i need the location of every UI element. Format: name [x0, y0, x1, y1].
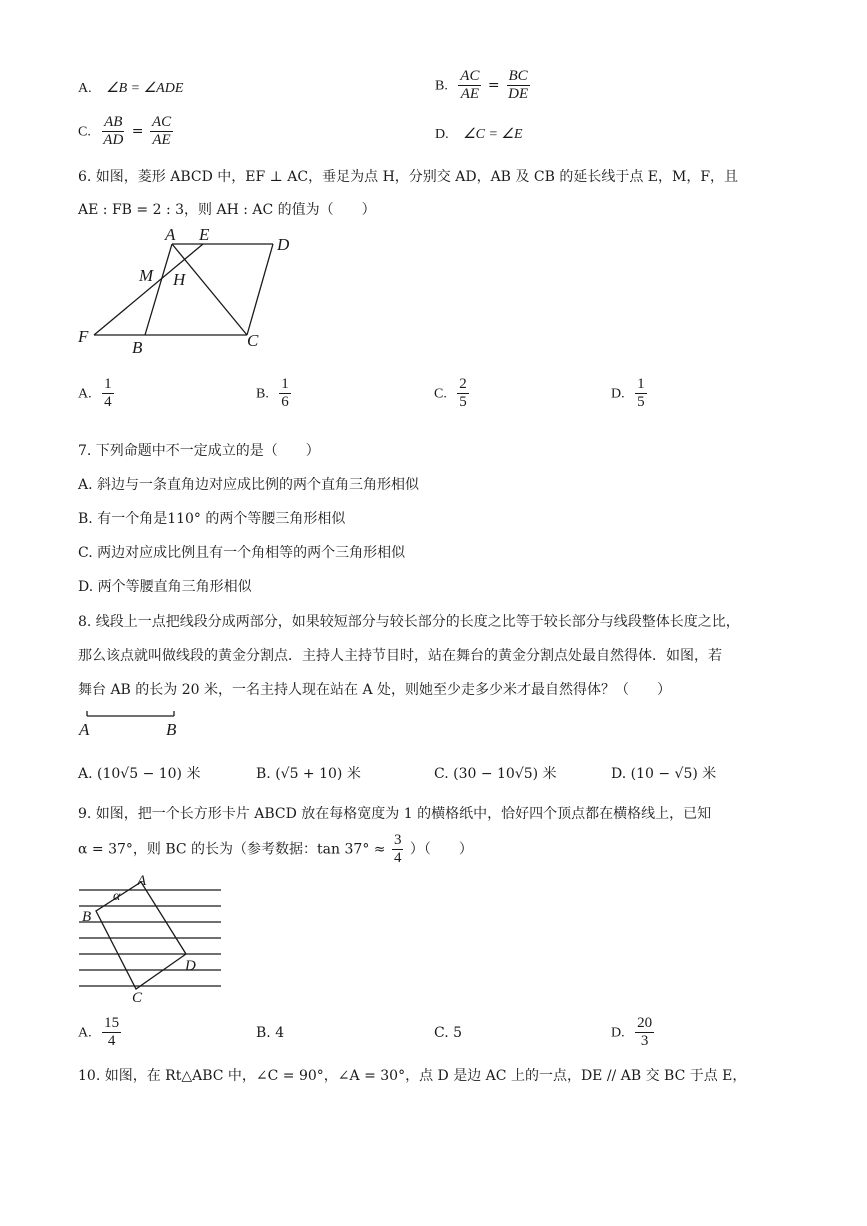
q6-label-m: M — [139, 266, 154, 285]
q9-stem-line1: 9. 如图，把一个长方形卡片 ABCD 放在每格宽度为 1 的横格纸中，恰好四个顶点都在横格线上，已知 — [78, 806, 712, 822]
q9-label-a: A — [137, 874, 147, 889]
q9-option-c: C. 5 — [434, 1025, 463, 1041]
q8-segment-figure — [76, 706, 186, 740]
q8-option-b: B. (√5 + 10) 米 — [256, 766, 361, 782]
q9-label-b: B — [82, 909, 92, 925]
q6-stem-line1: 6. 如图，菱形 ABCD 中，EF ⊥ AC，垂足为点 H，分别交 AD，AB 及 CB 的延长线于点 E，M，F，且 — [78, 169, 739, 185]
q6-label-f: F — [78, 327, 89, 346]
q6-label-b: B — [132, 338, 143, 357]
q9-rectangle-abcd — [96, 882, 186, 989]
q9-option-a: A. $\frac{15}{4}$ — [78, 1015, 120, 1049]
q7-option-d: D. 两个等腰直角三角形相似 — [78, 579, 252, 595]
q8-label-a: A — [79, 720, 90, 739]
q9-label-c: C — [132, 990, 143, 1006]
q8-stem-line3: 舞台 AB 的长为 20 米，一名主持人现在站在 A 处，则她至少走多少米才最自然得体？（ ） — [78, 682, 672, 698]
q9-label-alpha: α — [113, 889, 121, 904]
q8-stem-line2: 那么该点就叫做线段的黄金分割点．主持人主持节目时，站在舞台的黄金分割点处最自然得体．如图，若 — [78, 648, 722, 664]
q7-option-c: C. 两边对应成比例且有一个角相等的两个三角形相似 — [78, 545, 406, 561]
q5-option-b: B. $\frac{AC}{AE}$ = $\frac{BC}{DE}$ — [435, 68, 529, 102]
q6-label-a: A — [165, 225, 176, 244]
q8-stem-line1: 8. 线段上一点把线段分成两部分，如果较短部分与较长部分的长度之比等于较长部分与线段整体长度之比， — [78, 614, 740, 630]
q8-option-d: D. (10 − √5) 米 — [611, 766, 717, 782]
q5-option-a: A. ∠B = ∠ADE — [78, 81, 184, 96]
q6-label-c: C — [247, 331, 259, 350]
q5-option-c: C. $\frac{AB}{AD}$ = $\frac{AC}{AE}$ — [78, 114, 172, 148]
q6-option-a: A. $\frac{1}{4}$ — [78, 376, 112, 410]
q6-segment-ac — [172, 244, 247, 335]
q6-option-b: B. $\frac{1}{6}$ — [256, 376, 289, 410]
q6-label-h: H — [173, 270, 186, 289]
q6-label-e: E — [199, 225, 210, 244]
q7-stem: 7. 下列命题中不一定成立的是（ ） — [78, 443, 320, 459]
q9-stem-line2: α = 37°，则 BC 的长为（参考数据：tan 37° ≈ $\frac{3}{4}$ ）（ ） — [78, 832, 473, 866]
q9-option-d: D. $\frac{20}{3}$ — [611, 1015, 653, 1049]
q8-label-b: B — [166, 720, 177, 739]
q6-option-c: C. $\frac{2}{5}$ — [434, 376, 467, 410]
q6-segment-dc — [247, 244, 273, 335]
q6-label-d: D — [277, 235, 290, 254]
q5-option-d: D. ∠C = ∠E — [435, 127, 523, 142]
q6-rhombus-figure — [75, 222, 305, 357]
q7-option-a: A. 斜边与一条直角边对应成比例的两个直角三角形相似 — [78, 477, 420, 493]
q6-stem-line2: AE : FB = 2 : 3，则 AH : AC 的值为（ ） — [78, 202, 376, 218]
q10-stem-line1: 10. 如图，在 Rt△ABC 中，∠C = 90°，∠A = 30°，点 D 是边 AC 上的一点，DE // AB 交 BC 于点 E， — [78, 1068, 747, 1084]
q9-label-d: D — [185, 958, 196, 974]
q7-option-b: B. 有一个角是110° 的两个等腰三角形相似 — [78, 511, 346, 527]
q8-option-c: C. (30 − 10√5) 米 — [434, 766, 557, 782]
q8-option-a: A. (10√5 − 10) 米 — [78, 766, 201, 782]
q9-ruled-paper-figure — [76, 874, 226, 1008]
q6-option-d: D. $\frac{1}{5}$ — [611, 376, 645, 410]
q9-option-b: B. 4 — [256, 1025, 285, 1041]
